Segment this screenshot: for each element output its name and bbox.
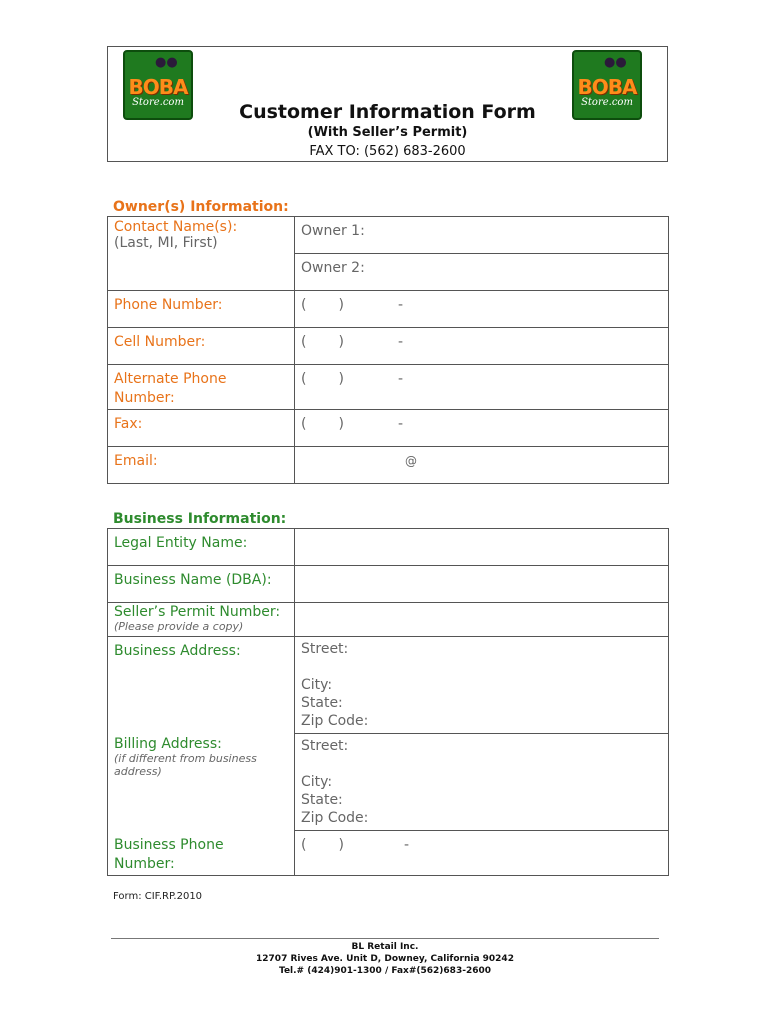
cell-field[interactable]: ( ) - xyxy=(295,328,669,365)
owners-table xyxy=(107,216,669,484)
page-title: Customer Information Form xyxy=(239,101,536,123)
footer-address: 12707 Rives Ave. Unit D, Downey, California 90242 xyxy=(256,954,514,964)
email-field[interactable]: @ xyxy=(295,447,669,484)
alt-phone-field[interactable]: ( ) - xyxy=(295,365,669,410)
owner1-field[interactable] xyxy=(295,217,669,254)
logo-subtext: Store.com xyxy=(581,96,633,108)
contact-name-hint: (Last, MI, First) xyxy=(114,235,218,251)
legal-entity-field[interactable] xyxy=(295,529,669,566)
business-address-label: Business Address: xyxy=(114,643,241,659)
business-address-field[interactable]: Street: City: State: Zip Code: xyxy=(295,637,669,734)
form-code: Form: CIF.RP.2010 xyxy=(113,891,203,902)
footer-divider xyxy=(111,938,659,939)
logo-text: BOBA xyxy=(128,74,188,99)
logo-subtext: Store.com xyxy=(132,96,184,108)
business-section-title: Business Information: xyxy=(113,511,287,527)
business-phone-field[interactable]: ( ) - xyxy=(295,831,669,876)
phone-field[interactable]: ( ) - xyxy=(295,291,669,328)
grapes-icon: ●● xyxy=(604,55,627,70)
logo-text: BOBA xyxy=(577,74,637,99)
contact-name-label: Contact Name(s): xyxy=(114,219,238,235)
fax-label: Fax: xyxy=(114,416,143,432)
fax-field[interactable]: ( ) - xyxy=(295,410,669,447)
dba-label: Business Name (DBA): xyxy=(114,572,272,588)
permit-hint: (Please provide a copy) xyxy=(114,620,244,633)
phone-label: Phone Number: xyxy=(114,297,223,313)
footer-company: BL Retail Inc. xyxy=(351,942,419,952)
grapes-icon: ●● xyxy=(155,55,178,70)
owner1-label: Owner 1: xyxy=(301,223,365,239)
billing-address-label: Billing Address: xyxy=(114,735,222,752)
alt-phone-label: Alternate Phone Number: xyxy=(114,371,227,406)
fax-number: FAX TO: (562) 683-2600 xyxy=(309,144,466,159)
cell-label: Cell Number: xyxy=(114,334,206,350)
business-table xyxy=(107,528,669,876)
owners-section-title: Owner(s) Information: xyxy=(113,199,289,215)
page-subtitle: (With Seller’s Permit) xyxy=(307,125,468,140)
owner2-field[interactable] xyxy=(295,254,669,291)
email-label: Email: xyxy=(114,453,158,469)
owner2-label: Owner 2: xyxy=(301,260,365,276)
dba-field[interactable] xyxy=(295,566,669,603)
footer-contact: Tel.# (424)901-1300 / Fax#(562)683-2600 xyxy=(279,966,491,976)
permit-field[interactable] xyxy=(295,603,669,637)
billing-address-field[interactable]: Street: City: State: Zip Code: xyxy=(295,734,669,831)
business-phone-label: Business Phone Number: xyxy=(114,836,224,872)
legal-entity-label: Legal Entity Name: xyxy=(114,535,248,551)
permit-label: Seller’s Permit Number: xyxy=(114,604,281,620)
billing-hint: (if different from business address) xyxy=(114,751,257,778)
